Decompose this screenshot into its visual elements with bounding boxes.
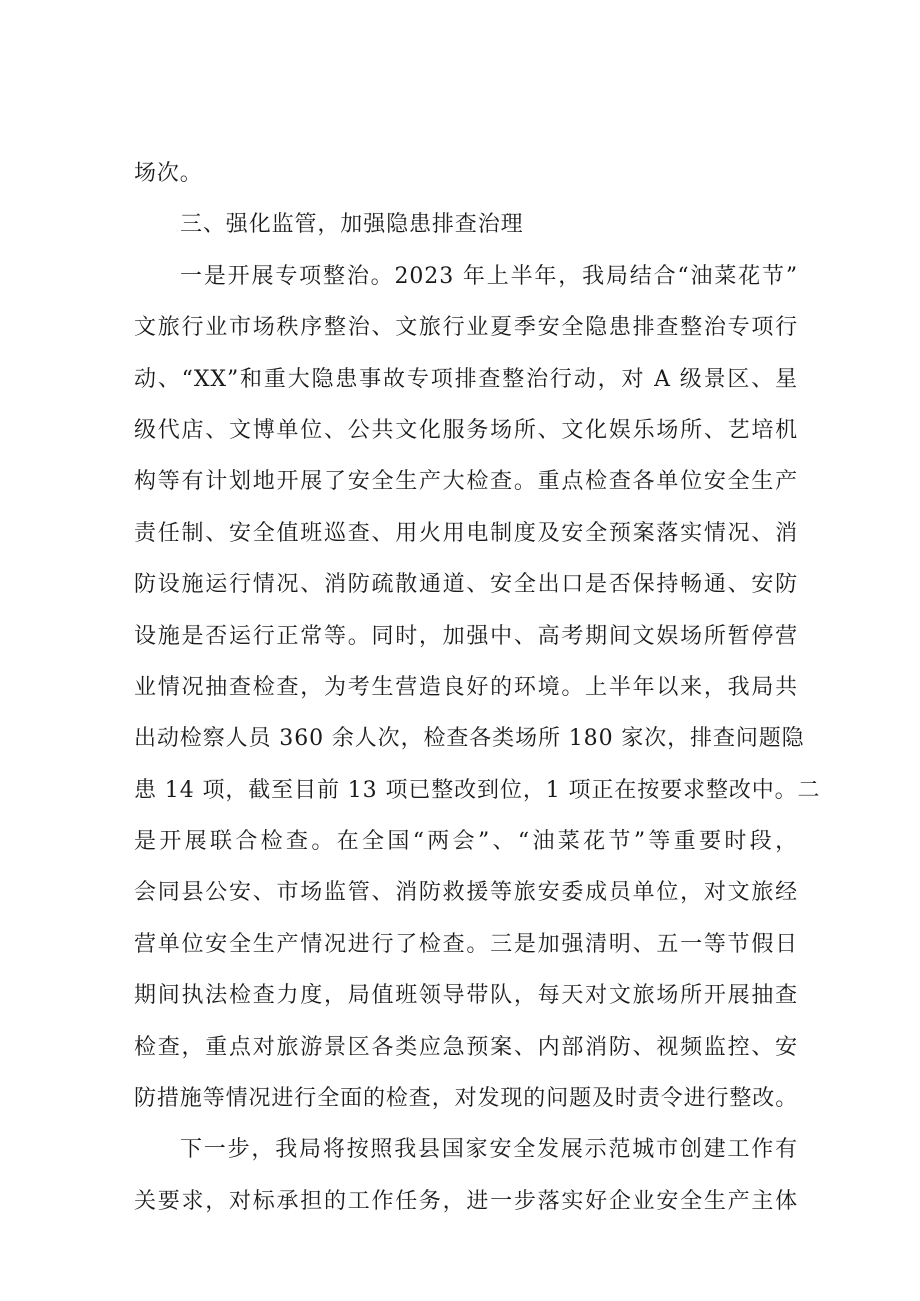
- paragraph-line-4: 级代店、文博单位、公共文化服务场所、文化娱乐场所、艺培机: [134, 417, 798, 443]
- paragraph2-line-2: 关要求，对标承担的工作任务，进一步落实好企业安全生产主体: [134, 1188, 798, 1214]
- paragraph-line-1: 一是开展专项整治。2023 年上半年，我局结合“油菜花节”: [180, 263, 798, 289]
- paragraph-line-10: 出动检察人员 360 余人次，检查各类场所 180 家次，排查问题隐: [134, 726, 805, 752]
- paragraph-line-8: 设施是否运行正常等。同时，加强中、高考期间文娱场所暂停营: [134, 623, 798, 649]
- paragraph-line-15: 期间执法检查力度，局值班领导带队，每天对文旅场所开展抽查: [134, 983, 798, 1009]
- paragraph-line-2: 文旅行业市场秩序整治、文旅行业夏季安全隐患排查整治专项行: [134, 315, 798, 341]
- paragraph-line-11: 患 14 项，截至目前 13 项已整改到位，1 项正在按要求整改中。二: [134, 777, 821, 803]
- paragraph-line-13: 会同县公安、市场监管、消防救援等旅安委成员单位，对文旅经: [134, 880, 798, 906]
- paragraph-line-16: 检查，重点对旅游景区各类应急预案、内部消防、视频监控、安: [134, 1034, 798, 1060]
- paragraph-line-17: 防措施等情况进行全面的检查，对发现的问题及时责令进行整改。: [134, 1086, 799, 1112]
- section-heading: 三、强化监管，加强隐患排查治理: [180, 212, 524, 238]
- paragraph-line-7: 防设施运行情况、消防疏散通道、安全出口是否保持畅通、安防: [134, 572, 798, 598]
- paragraph-line-5: 构等有计划地开展了安全生产大检查。重点检查各单位安全生产: [134, 469, 798, 495]
- paragraph-line-9: 业情况抽查检查，为考生营造良好的环境。上半年以来，我局共: [134, 674, 798, 700]
- paragraph-line-12: 是开展联合检查。在全国“两会”、“油菜花节”等重要时段，: [134, 829, 798, 855]
- paragraph-line-14: 营单位安全生产情况进行了检查。三是加强清明、五一等节假日: [134, 931, 798, 957]
- text-line-1: 场次。: [134, 161, 203, 186]
- document-body: [134, 148, 821, 1227]
- paragraph2-line-1: 下一步，我局将按照我县国家安全发展示范城市创建工作有: [180, 1137, 798, 1163]
- paragraph-line-6: 责任制、安全值班巡查、用火用电制度及安全预案落实情况、消: [134, 520, 798, 546]
- paragraph-line-3: 动、“XX”和重大隐患事故专项排查整治行动，对 A 级景区、星: [134, 366, 798, 392]
